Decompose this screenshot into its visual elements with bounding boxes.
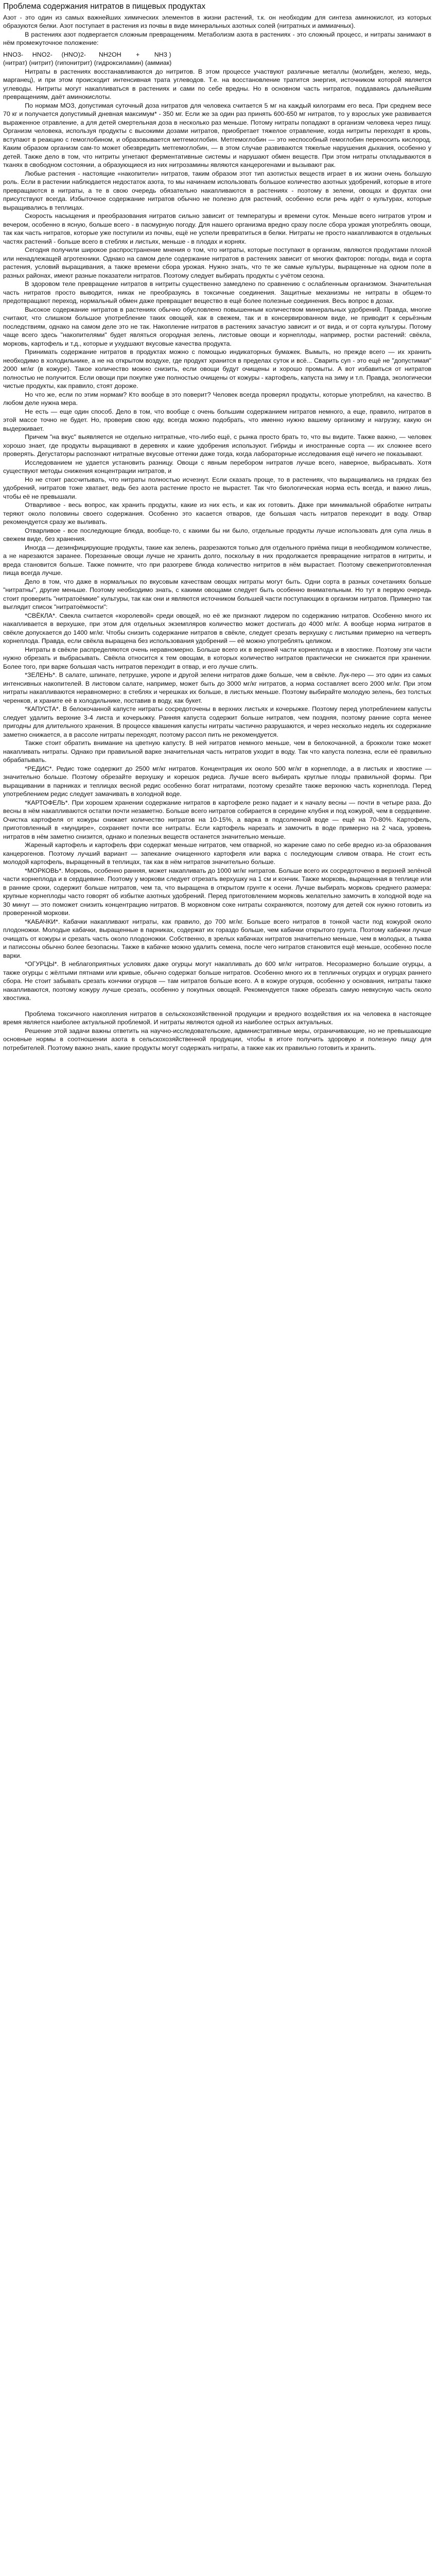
formula-labels: (нитрат) (нитрит) (гипонитрит) (гидроксиламин) (аммиак) — [3, 59, 172, 67]
body-paragraph: Нитраты в свёкле распределяются очень неравномерно. Больше всего их в верхней части корнеплода и в хвостике. Поэтому эти части нужно обрезать и выбрасывать. Свёкла относится к тем овощам, в которых количество нитратов практически не снижается при хранении. Более того, при варке большая часть нитратов переходит в отвар, и его лучше слить. — [3, 646, 431, 670]
intro-paragraph: Азот - это один из самых важнейших химических элементов в жизни растений, т.к. он необходим для синтеза аминокислот, из которых образуются белки. Азот поступает в растения из почвы в виде минеральных азотных солей (нитратных и аммиачных). — [3, 13, 431, 30]
page-title: Проблема содержания нитратов в пищевых продуктах — [3, 2, 206, 11]
body-paragraph: Любые растения - настоящие «накопители» нитратов, таким образом этот тип азотистых веществ играет в их жизни очень большую роль. Если в растении наблюдается недостаток азота, то мы начинаем использовать большое количество азотных удобрений, которые в итоге превращаются в нитраты, а те в свою очередь обязательно накапливаются в растениях - поэтому в зелени, овощах и фруктах они присутствуют всегда. Избыточное содержание нитратов обычно не полезно для растений, особенно если речь идёт о культурах, которые выращивались в теплицах. — [3, 170, 431, 211]
body-paragraph: Но не стоит рассчитывать, что нитраты полностью исчезнут. Если сказать проще, то в растениях, что выращивались на грядках без удобрений, нитратов тоже хватает, ведь без азота растение просто не вырастет. Так что биологическая норма есть всегда, и важно лишь, чтобы её не превышали. — [3, 476, 431, 500]
body-paragraph: Принимать содержание нитратов в продуктах можно с помощью индикаторных бумажек. Вымыть, но прежде всего — их хранить необходимо в холодильнике, а не на открытом воздухе, где продукт хранится в пределах суток и всё... Сварить суп - это ещё не "допустимая" 2000 мг/кг (в кожуре). Такое количество можно снизить, если овощи будут очищены и хорошо промыты. А вот избавиться от нитратов полностью не получится. Если овощи при покупке уже полностью очищены от кожуры - картофель, капуста на зиму и т.п. Правда, экологически чистые продукты, как правило, стоят дороже. — [3, 348, 431, 390]
nitrogen-formula — [3, 50, 431, 67]
body-paragraph: Нитраты в растениях восстанавливаются до нитритов. В этом процессе участвуют различные металлы (молибден, железо, медь, марганец), и при этом происходит интенсивная трата углеводов. Т.е. на восстановление тратится энергия, источником которой является углеводы. Нитриты могут накапливаться в растениях и сами по себе вредны. Но в основном часть нитратов, поддаваясь дальнейшим превращениям, даёт аминокислоты. — [3, 67, 431, 101]
body-paragraph: В здоровом теле превращение нитратов в нитриты существенно замедлено по сравнению с ослабленным организмом. Значительная часть нитратов просто выводится, никак не преобразуясь в токсичные соединения. Защитные механизмы не нитраты в общем-то предотвращают переход, нормальный обмен даже превращает вещество в ещё более полезные соединения. Весь вопрос в дозах. — [3, 280, 431, 305]
body-paragraph: Также стоит обратить внимание на цветную капусту. В ней нитратов немного меньше, чем в белокочанной, а брокколи тоже может накапливать нитраты. Однако при правильной варке значительная часть нитратов уходит в воду. Так что капуста полезна, если её правильно обрабатывать. — [3, 739, 431, 764]
body-paragraph: *КАБАЧКИ*. Кабачки накапливают нитраты, как правило, до 700 мг/кг. Больше всего нитратов в тонкой части под кожурой около плодоножки. Молодые кабачки, выращенные в парниках, содержат их гораздо больше, чем кабачки открытого грунта. Поэтому кабачки лучше очищать от кожуры и срезать часть около плодоножки. Собственно, в зрелых кабачках нитратов значительно меньше, чем в молодых, а тыква и патиссоны обычно более безопасны. Также в кабачке можно удалить семена, после чего нитратов становится ещё меньше, особенно после варки. — [3, 918, 431, 959]
body-paragraphs — [3, 67, 431, 1003]
body-paragraph: Высокое содержание нитратов в растениях обычно обусловлено повышенным количеством минеральных удобрений. Правда, многие считают, что слишком большое употребление таких овощей, как в свежем, так и в консервированном виде, не приводит к серьёзным последствиям, однако на самом деле это не так. Накопление нитратов в растениях зачастую зависит и от вида, и от сорта культуры. Потому чаще всего здесь "накопителями" будет являться огородная зелень, листовые овощи и корнеплоды, например, ростки растений: свёкла, морковь, картофель и т.д., которые и ухудшают вкусовые качества продукта. — [3, 306, 431, 347]
body-paragraph: Скорость насыщения и преобразования нитратов сильно зависит от температуры и времени суток. Меньше всего нитратов утром и вечером, особенно в ясную, больше всего - в пасмурную погоду. Для нашего организма вредно сразу после сбора урожая употреблять овощи, так как часть нитратов, которые уже поступили из почвы, ещё не успели превратиться в белки. Нитраты не просто накапливаются в отдельных частях растений - больше всего в стеблях и листьях, меньше - в плодах и корнях. — [3, 212, 431, 245]
body-paragraph: *ЗЕЛЕНЬ*. В салате, шпинате, петрушке, укропе и другой зелени нитратов даже больше, чем в свёкле. Лук-перо — это один из самых интенсивных накопителей. В листовом салате, например, может быть до 3000 мг/кг нитратов, а норма составляет всего 2000 мг/кг. При этом нитраты накапливаются неравномерно: в стеблях и черешках их больше, в листьях меньше. Поэтому выбирайте молодую зелень, без толстых черенков, и храните её в холодильнике, поставив в воду, как букет. — [3, 671, 431, 704]
conclusion-paragraph-1: Проблема токсичного накопления нитратов в сельскохозяйственной продукции и вредного воздействия их на человека в настоящее время является наиболее актуальной проблемой. И нитраты являются одной из наиболее острых актуальных. — [3, 1010, 431, 1026]
body-paragraph: Но что же, если по этим нормам? Кто вообще в это поверит? Человек всегда проверял продукты, которые употреблял, на качество. В любом деле нужна мера. — [3, 391, 431, 407]
body-paragraph: Жареный картофель и картофель фри содержат меньше нитратов, чем отварной, но жарение само по себе вредно из-за образования канцерогенов. Поэтому лучший вариант — запекание очищенного картофеля или варка с последующим сливом отвара. Не стоит есть молодой картофель, выращенный в теплицах, так как в нём нитратов значительно больше. — [3, 841, 431, 866]
body-paragraph: *РЕДИС*. Редис тоже содержит до 2500 мг/кг нитратов. Концентрация их около 500 мг/кг в корнеплоде, а в листьях и хвостике — значительно больше. Поэтому обрезайте верхушку и корешок редиса. Лучше всего выбирать круглые плоды правильной формы. При выращивании в парниках и теплицах весной редис особенно богат нитратами, поэтому срезайте также верхнюю часть корнеплода. Перед употреблением редис следует замачивать в холодной воде. — [3, 765, 431, 798]
body-paragraph: *КАПУСТА*. В белокочанной капусте нитраты сосредоточены в верхних листьях и кочерыжке. Поэтому перед употреблением капусты следует удалить верхние 3-4 листа и кочерыжку. Ранняя капуста содержит больше нитратов, чем поздняя, поэтому ранние сорта менее пригодны для длительного хранения. В процессе квашения капусты нитраты частично разрушаются, и через несколько недель их содержание заметно снижается, а в рассоле нитраты переходят, поэтому рассол пить не рекомендуется. — [3, 705, 431, 738]
body-paragraph: Сегодня получили широкое распространение мнения о том, что нитраты, которые поступают в организм, являются продуктами плохой или ненадлежащей агротехники. Однако на самом деле содержание нитратов в растениях зависит от многих факторов: погоды, вида и сорта растения, условий выращивания, а также времени сбора урожая. Нужно знать, что те же самые культуры, выращенные на одном поле в разных районах, имеют разные показатели нитратов. Поэтому следует выбирать продукты с учётом сезона. — [3, 246, 431, 279]
body-paragraph: Отварливое - весь вопрос, как хранить продукты, какие из них есть, и как их готовить. Даже при минимальной обработке нитраты теряют около половины своего содержания. Особенно это касается отваров, где большая часть нитратов переходит в воду. Отвар рекомендуется сразу же выливать. — [3, 501, 431, 526]
body-paragraph: *МОРКОВЬ*. Морковь, особенно ранняя, может накапливать до 1000 мг/кг нитратов. Больше всего их сосредоточено в верхней зелёной части корнеплода и в сердцевине. Поэтому у моркови следует отрезать верхушку на 1 см и кончик. Также морковь, выращенная в теплице или в ранние сроки, содержит больше нитратов, чем та, что выращена в открытом грунте к осени. Лучше выбирать морковь среднего размера: крупные корнеплоды часто говорят об избытке азотных удобрений. Перед приготовлением морковь желательно замочить в холодной воде на 30 минут — это поможет снизить концентрацию нитратов. В морковном соке нитраты сохраняются, поэтому для детей сок нужно готовить из проверенной моркови. — [3, 867, 431, 917]
section-gap — [3, 1003, 431, 1010]
body-paragraph: Исследованием не удается установить разницу. Овощи с явным перебором нитратов лучше всего, наверное, выбрасывать. Хотя существуют методы снижения концентрации нитратов, и — [3, 459, 431, 475]
body-paragraph: *КАРТОФЕЛЬ*. При хорошем хранении содержание нитратов в картофеле резко падает и к началу весны — почти в четыре раза. До весны в нём накапливаются остатки почти незаметно. Больше всего нитратов собирается в середине клубня и под кожурой, чем в сердцевине. Очистка картофеля от кожуры снижает количество нитратов на 10-15%, а варка в подсоленной воде — ещё на 70-80%. Картофель, приготовленный в «мундире», сохраняет почти все нитраты. Если картофель нарезать и замочить в воде примерно на 2 часа, уровень нитратов в нём заметно снизится, однако и полезных веществ останется значительно меньше. — [3, 799, 431, 840]
body-paragraph: *ОГУРЦЫ*. В неблагоприятных условиях даже огурцы могут накапливать до 600 мг/кг нитратов. Несоразмерно большие огурцы, а также огурцы с жёлтыми пятнами или кривые, обычно содержат больше нитратов. Особенно много их в тепличных огурцах и огурцах раннего сбора. Не стоит забывать срезать кончики огурцов — там нитратов больше всего. А в кожуре огурцов, особенно у основания, нитраты также накапливаются, поэтому кожуру лучше срезать, особенно у покупных овощей. Рекомендуется также обрезать самую невкусную часть около хвостика. — [3, 960, 431, 1002]
body-paragraph: Иногда — дезинфицирующие продукты, такие как зелень, разрезаются только для отдельного приёма пищи в необходимом количестве, а не нарезаются заранее. Порезанные овощи лучше не хранить долго, поскольку в них продолжается превращение нитратов в нитриты, и вреда становится больше. Также помните, что при разогреве блюда количество нитритов в нём вырастает. Поэтому свежеприготовленная пища всегда лучше. — [3, 544, 431, 577]
conclusion-paragraph-2: Решение этой задачи важны ответить на научно-исследовательские, административные меры, ограничивающие, но не превышающие основные нормы в соотношении азота в сельскохозяйственной продукции, чтобы в итоге получить здоровую и полезную пищу для потребителей. Поэтому важно знать, какие продукты могут содержать нитраты, а также как их правильно готовить и хранить. — [3, 1027, 431, 1052]
transform-paragraph: В растениях азот подвергается сложным превращениям. Метаболизм азота в растениях - это сложный процесс, и нитраты занимают в нём промежуточное положение: — [3, 30, 431, 47]
body-paragraph: По нормам МОЗ, допустимая суточный доза нитратов для человека считается 5 мг на каждый килограмм его веса. При среднем весе 70 кг и получается допустимый дневная максимум* - 350 мг. Если же за один раз принять 600-650 мг нитратов, то у взрослых уже развивается выраженное отравление, а для детей смертельная доза в несколько раз меньше. Потому нитраты попадают в организм человека через пищу. Организм человека, используя продукты с высокими дозами нитратов, приобретает тяжелое отравление, когда нитриты переходят в кровь, вступают в реакцию с гемоглобином, и образовывается метгемоглобин. Метгемоглобин — это неспособный гемоглобин переносить кислород. Каким образом организм сам-то может обезвредить метгемоглобин, — в этом случае развиваются тяжелые нарушения дыхания, особенно у детей. Также дело в том, что нитриты угнетают ферментативные системы и нарушают обмен веществ. При этом нитраты откладываются в тканях в свободном состоянии, а образующиеся из них нитрозамины являются канцерогенами и вызывают рак. — [3, 101, 431, 169]
article — [0, 0, 436, 1057]
body-paragraph: *СВЁКЛА*. Свекла считается «королевой» среди овощей, но её же признают лидером по содержанию нитратов. Особенно много их накапливается в верхушке, при этом для отдельных экземпляров количество может достигать до 4000 мг/кг. А вообще норма нитратов в свёкле допускается до 1400 мг/кг. Чтобы снизить содержание нитратов в свёкле, следует срезать верхушку с листьями примерно на четверть корнеплода. Правда, если свёкла выращена без использования удобрений — её можно употреблять целиком. — [3, 612, 431, 645]
formula-line: HNO3- HNO2- (HNO)2- NH2OH + NH3 ) — [3, 50, 171, 58]
body-paragraph: Причем "на вкус" выявляется не отдельно нитратные, что-либо ещё, с рынка просто брать то, что вы видите. Также важно, — человек хорошо знает, где продукты выращивают в деревнях и какие удобрения используют. Гибриды и иностранные сорта — их сложнее всего проверять. Дегустаторы распознают нитратные вкусовые оттенки даже тогда, когда лабораторные исследования ещё ничего не показывают. — [3, 433, 431, 458]
body-paragraph: Не есть — еще один способ. Дело в том, что вообще с очень большим содержанием нитратов немного, а еще, правило, нитратов в этой массе точно не будет. Но, проверив свою еду, всегда можно подобрать, что именно нужно вашему организму и нагрузку, какую он выдерживает. — [3, 408, 431, 432]
body-paragraph: Отварливое - все последующие блюда, вообще-то, с какими бы ни было, отдельные продукты лучше использовать для супа лишь в свежем виде, без хранения. — [3, 527, 431, 543]
body-paragraph: Дело в том, что даже в нормальных по вкусовым качествам овощах нитраты могут быть. Одни сорта в разных сочетаниях больше "нитратны", другие меньше. Поэтому необходимо знать, с какими овощами следует быть особенно внимательным. Но тут в первую очередь стоит проверить "нитратоёмкие" культуры, так как они и являются источником большей части поступающих в организм нитратов. Примерно так выглядит список "нитратоёмкости": — [3, 578, 431, 611]
